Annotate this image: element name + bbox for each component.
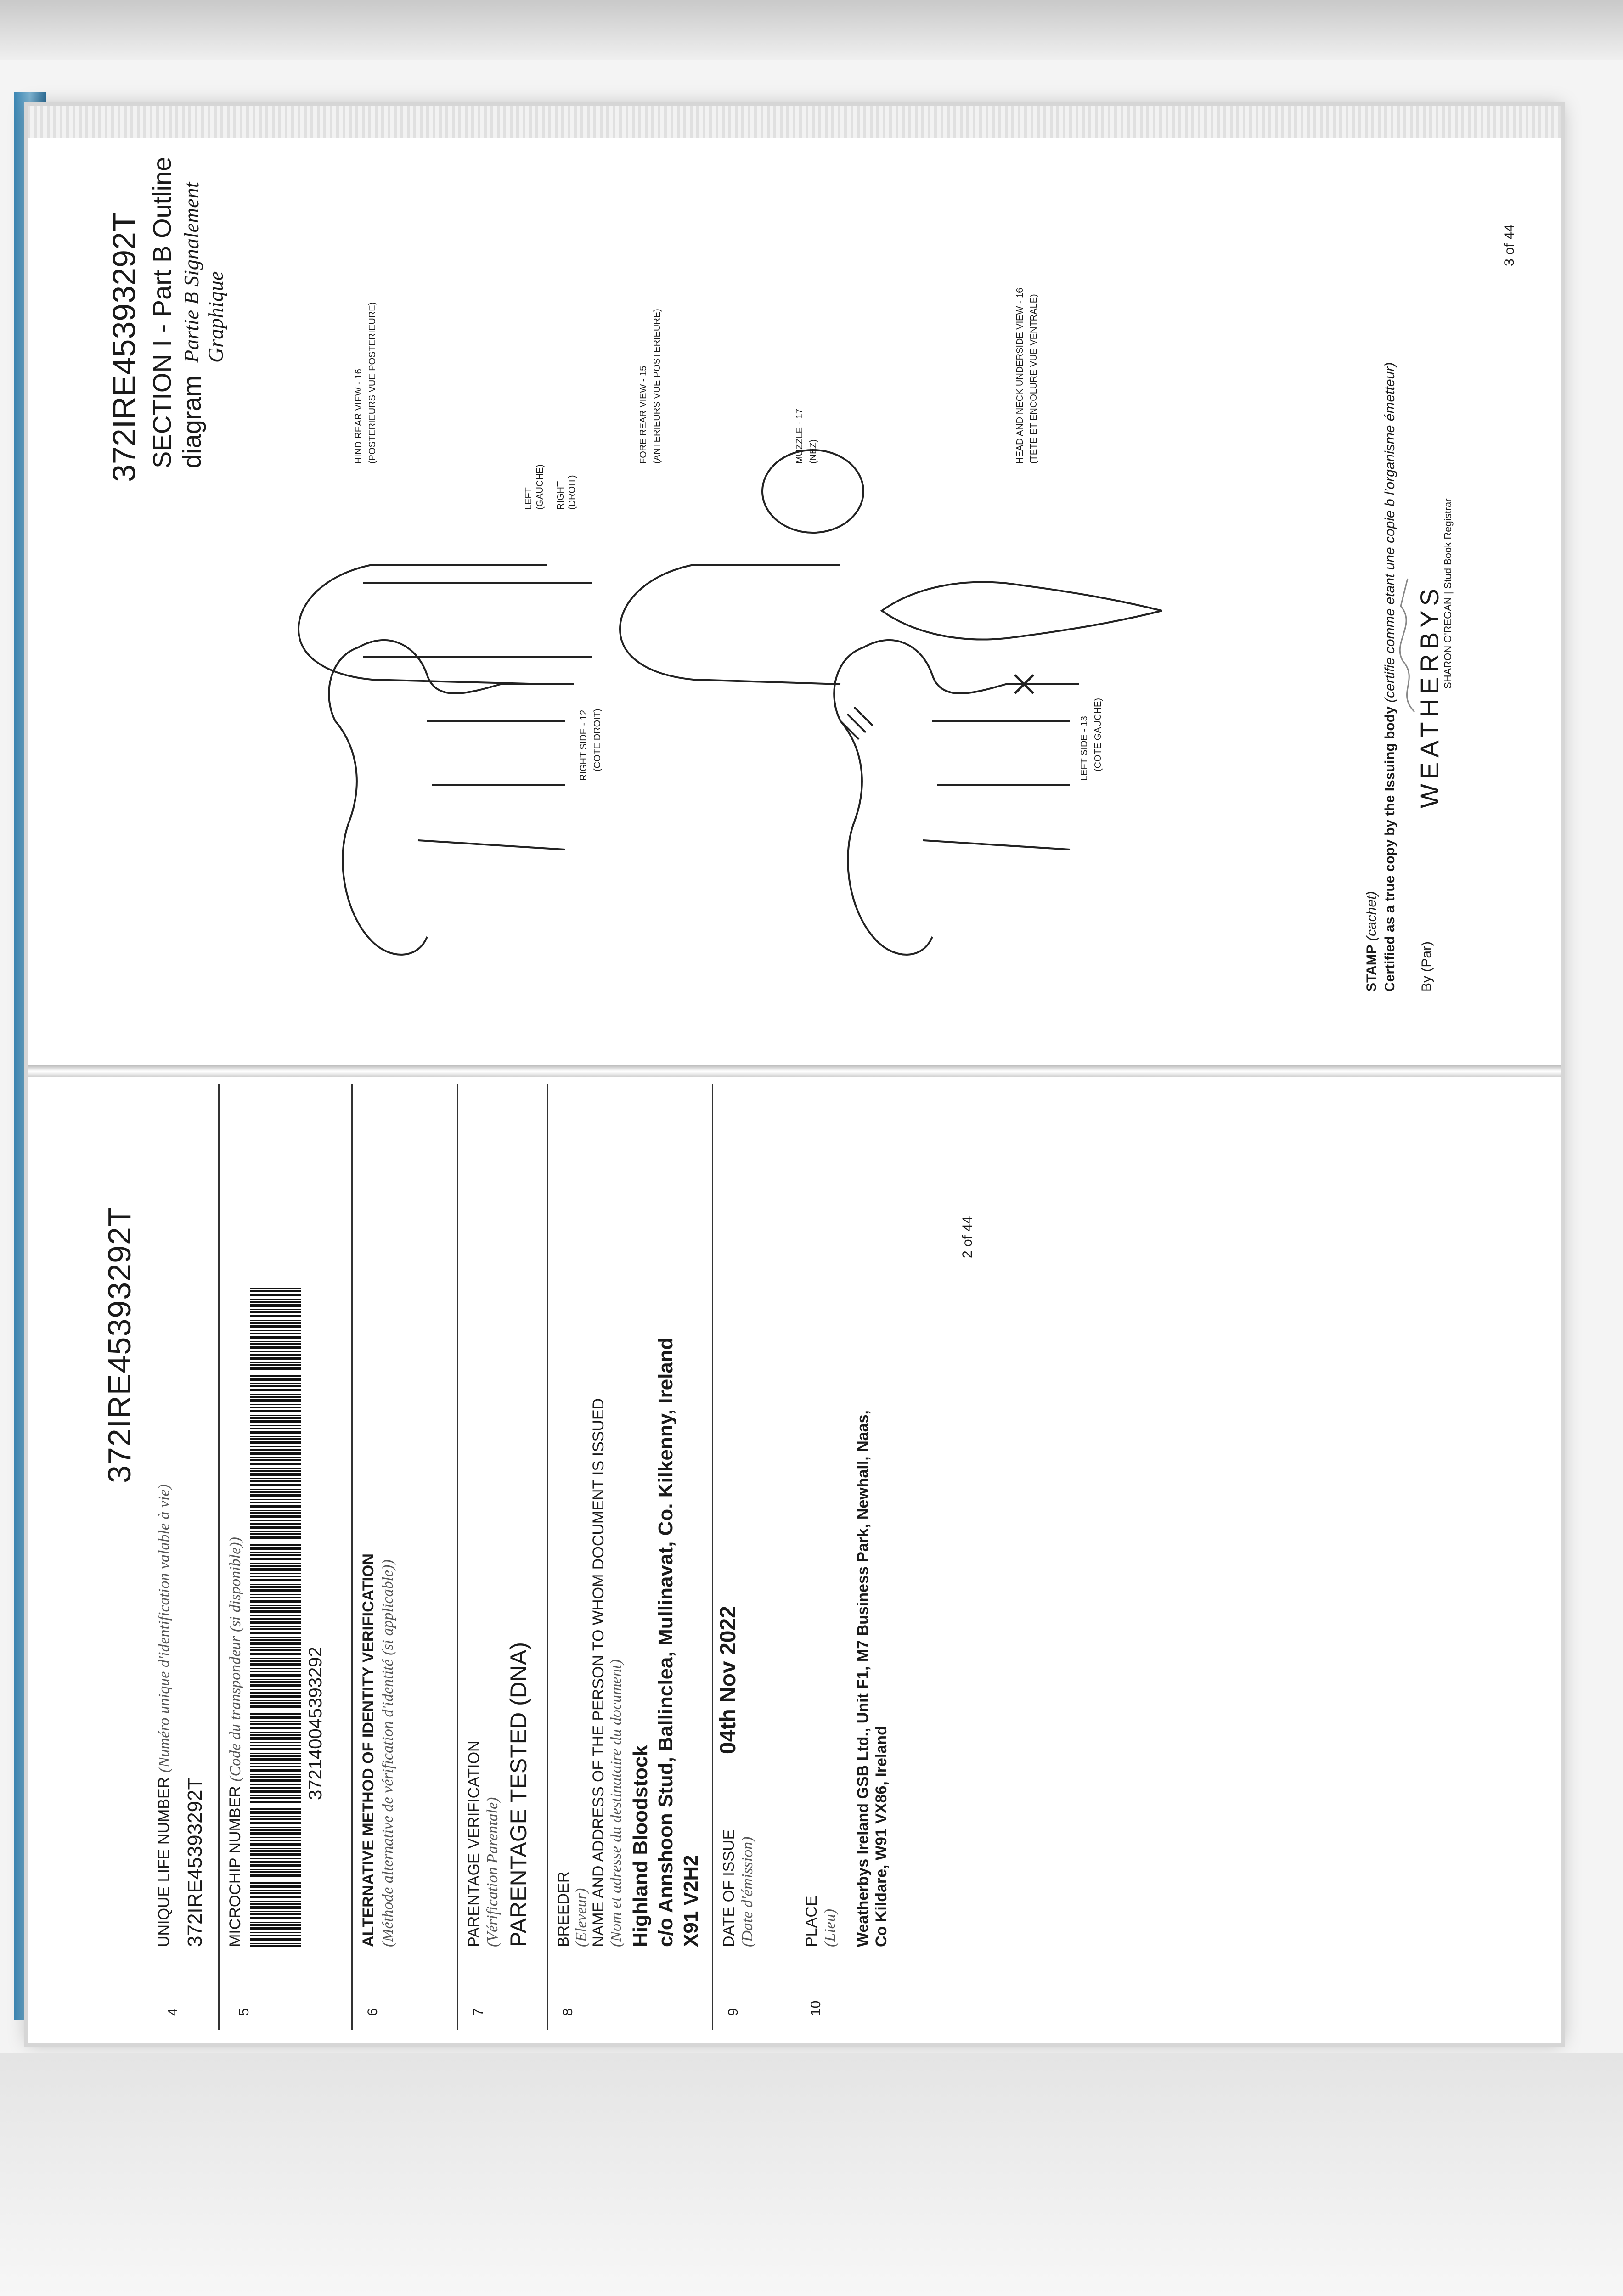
caption-head-neck-fr: (TETE ET ENCOLURE VUE VENTRALE) — [1029, 294, 1039, 464]
section-10-place — [795, 1084, 909, 2030]
section-label: PARENTAGE VERIFICATION — [465, 1740, 483, 1947]
head-underside-outline — [882, 582, 1162, 640]
section-number: 10 — [808, 2000, 823, 2016]
page-3 — [96, 92, 1575, 1038]
page-fold — [28, 1065, 1561, 1077]
section-label-fr: (Date d'émission) — [739, 1836, 756, 1947]
section-title-fr: Partie B Signalement Graphique — [180, 182, 227, 363]
page3-id-heading: 372IRE45393292T — [106, 212, 142, 482]
left-side-horse-outline — [834, 640, 1079, 955]
section-label: DATE OF ISSUE — [720, 1829, 738, 1947]
section-6-alt-verification — [351, 1084, 458, 2030]
caption-right-side-fr: (COTE DROIT) — [592, 709, 603, 771]
section-label: ALTERNATIVE METHOD OF IDENTITY VERIFICATION — [360, 1553, 377, 1947]
caption-right-side: RIGHT SIDE - 12 — [579, 709, 589, 781]
stamp-label: STAMP (cachet) — [1364, 891, 1379, 992]
caption-right: RIGHT — [556, 481, 566, 510]
caption-left: LEFT — [524, 487, 534, 510]
place-line-2: Co Kildare, W91 VX86, Ireland — [873, 1726, 890, 1947]
microchip-number-value: 372140045393292 — [305, 1647, 326, 1800]
section-label-fr: (Lieu) — [822, 1908, 839, 1947]
caption-left-side: LEFT SIDE - 13 — [1079, 716, 1089, 781]
caption-fore-rear-fr: (ANTERIEURS VUE POSTERIEURE) — [652, 309, 662, 464]
section-label: UNIQUE LIFE NUMBER (Numéro unique d'identification valable à vie) — [155, 1484, 173, 1947]
weatherbys-logo-text: WEATHERBYS — [1415, 584, 1444, 808]
parentage-value: PARENTAGE TESTED (DNA) — [506, 1642, 531, 1947]
section-number: 7 — [471, 2008, 486, 2016]
section-number: 5 — [237, 2008, 252, 2016]
section-label-fr: (Vérification Parentale) — [484, 1797, 501, 1947]
page-3-number: 3 of 44 — [1502, 224, 1517, 266]
section-4-unique-life-number — [147, 1084, 220, 2030]
registrar-signature — [1392, 569, 1424, 716]
section-8-breeder — [547, 1084, 713, 2030]
marking-hatch — [840, 707, 873, 739]
scan-border-bottom — [0, 2053, 1623, 2296]
section-label-2: NAME AND ADDRESS OF THE PERSON TO WHOM DOCUMENT IS ISSUED — [590, 1398, 607, 1947]
section-title: SECTION I - Part B Outline diagram — [147, 157, 206, 468]
caption-muzzle-fr: (NEZ) — [808, 439, 818, 464]
page-2 — [69, 1084, 1263, 2039]
breeder-eircode: X91 V2H2 — [680, 1855, 702, 1947]
caption-left-side-fr: (COTE GAUCHE) — [1093, 698, 1103, 771]
scan-border-top — [0, 0, 1623, 60]
registrar-name: SHARON O'REGAN | Stud Book Registrar — [1442, 498, 1454, 689]
certified-text: Certified as a true copy by the Issuing body (certifie comme etant une copie b l'organisme émetteur) — [1382, 362, 1398, 992]
section-5-microchip — [218, 1084, 353, 2030]
section-label: BREEDER — [555, 1871, 572, 1947]
section-9-date-of-issue — [712, 1084, 795, 2030]
microchip-barcode — [250, 1286, 301, 1947]
caption-hind-rear: HIND REAR VIEW - 16 — [354, 369, 364, 464]
section-number: 6 — [365, 2008, 380, 2016]
section-label-fr: (Méthode alternative de vérification d'identité (si applicable)) — [379, 1559, 396, 1947]
caption-head-neck: HEAD AND NECK UNDERSIDE VIEW - 16 — [1015, 287, 1025, 464]
by-label: By (Par) — [1419, 941, 1434, 992]
date-of-issue-value: 04th Nov 2022 — [716, 1606, 740, 1754]
section-number: 8 — [560, 2008, 575, 2016]
caption-left-fr: (GAUCHE) — [535, 464, 545, 510]
place-line-1: Weatherbys Ireland GSB Ltd., Unit F1, M7 Business Park, Newhall, Naas, — [854, 1410, 872, 1947]
section-label-fr: (Eleveur) — [573, 1888, 590, 1947]
breeder-address: c/o Annshoon Stud, Ballinclea, Mullinavat, Co. Kilkenny, Ireland — [654, 1337, 677, 1947]
page2-id-heading: 372IRE45393292T — [101, 1206, 137, 1483]
page-2-number: 2 of 44 — [960, 1216, 975, 1258]
section-number: 9 — [726, 2008, 741, 2016]
section-label: MICROCHIP NUMBER (Code du transpondeur (si disponible)) — [226, 1537, 244, 1947]
section-number: 4 — [165, 2008, 180, 2016]
section-label-2-fr: (Nom et adresse du destinataire du document) — [608, 1659, 625, 1947]
unique-life-number-value: 372IRE45393292T — [184, 1777, 206, 1947]
caption-hind-rear-fr: (POSTERIEURS VUE POSTERIEURE) — [367, 302, 378, 464]
vet-certification-panel — [338, 0, 774, 735]
section-label: PLACE — [803, 1896, 820, 1947]
breeder-name: Highland Bloodstock — [629, 1745, 652, 1947]
section-7-parentage — [457, 1084, 548, 2030]
caption-right-fr: (DROIT) — [567, 475, 577, 510]
caption-fore-rear: FORE REAR VIEW - 15 — [638, 366, 648, 464]
caption-muzzle: MUZZLE - 17 — [795, 408, 805, 464]
